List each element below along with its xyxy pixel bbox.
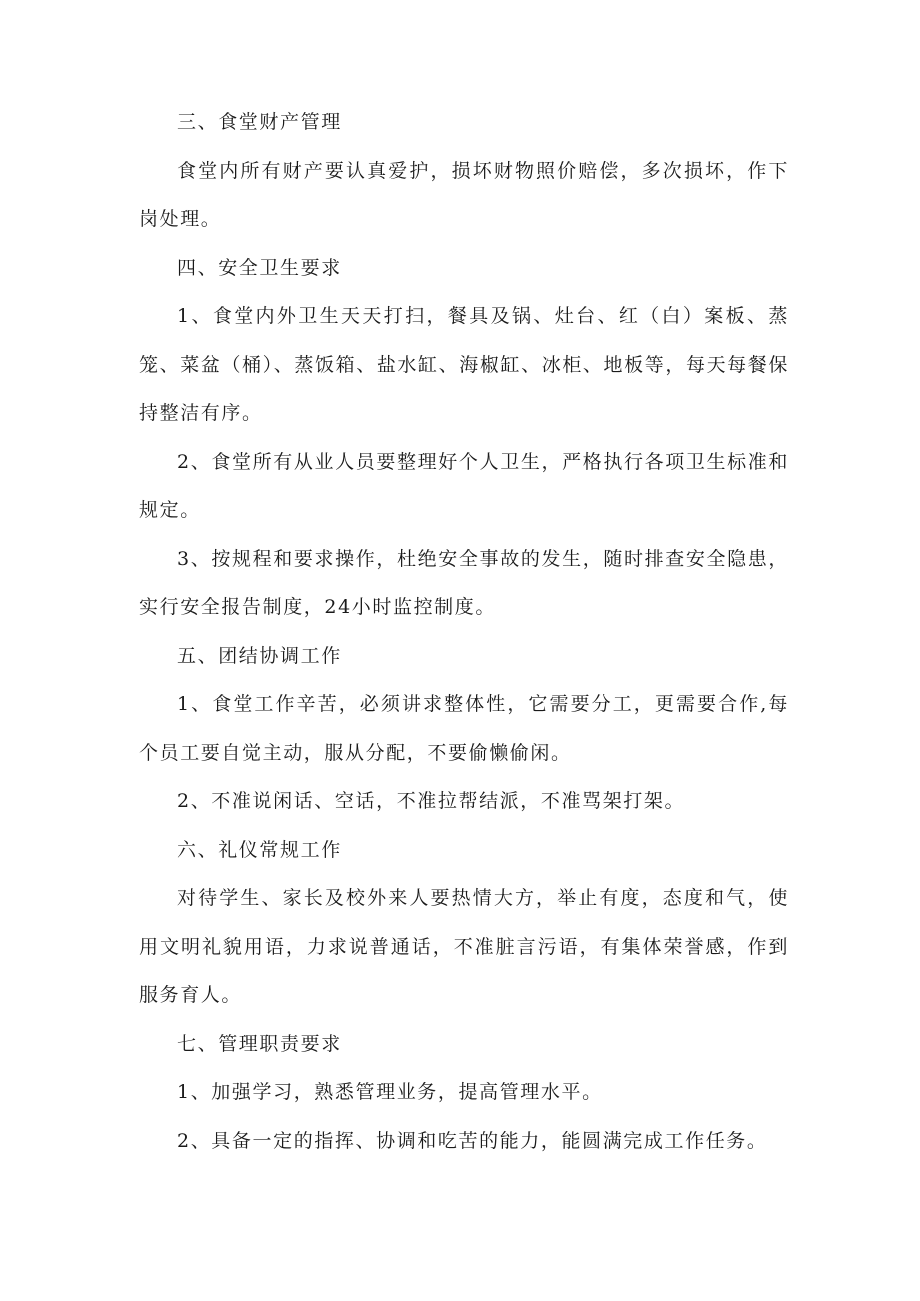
section-heading-teamwork: 五、团结协调工作 <box>177 644 342 667</box>
paragraph-etiquette: 对待学生、家长及校外来人要热情大方，举止有度，态度和气，使用文明礼貌用语，力求说普通话，不准脏言污语，有集体荣誉感，作到服务育人。 <box>139 887 789 1006</box>
paragraph-personal-hygiene: 2、食堂所有从业人员要整理好个人卫生，严格执行各项卫生标准和规定。 <box>139 450 789 521</box>
section-heading-safety-hygiene: 四、安全卫生要求 <box>177 256 342 279</box>
paragraph-property-care: 食堂内所有财产要认真爱护，损坏财物照价赔偿，多次损坏，作下岗处理。 <box>139 159 789 230</box>
paragraph-teamwork-cooperation: 1、食堂工作辛苦，必须讲求整体性，它需要分工，更需要合作,每个员工要自觉主动，服从分配，不要偷懒偷闲。 <box>139 693 789 764</box>
paragraph-safety-operation: 3、按规程和要求操作，杜绝安全事故的发生，随时排查安全隐患，实行安全报告制度，24小时监控制度。 <box>139 547 789 618</box>
paragraph-management-ability: 2、具备一定的指挥、协调和吃苦的能力，能圆满完成工作任务。 <box>177 1129 768 1152</box>
document-body <box>139 98 789 1165</box>
section-heading-management-duties: 七、管理职责要求 <box>177 1032 342 1055</box>
paragraph-hygiene-cleaning: 1、食堂内外卫生天天打扫，餐具及锅、灶台、红（白）案板、蒸笼、菜盆（桶）、蒸饭箱、盐水缸、海椒缸、冰柜、地板等，每天每餐保持整洁有序。 <box>139 305 789 424</box>
section-heading-property: 三、食堂财产管理 <box>177 111 342 133</box>
paragraph-teamwork-conduct: 2、不准说闲话、空话，不准拉帮结派，不准骂架打架。 <box>177 790 686 812</box>
section-heading-etiquette: 六、礼仪常规工作 <box>177 838 342 861</box>
paragraph-management-learning: 1、加强学习，熟悉管理业务，提高管理水平。 <box>177 1081 603 1103</box>
